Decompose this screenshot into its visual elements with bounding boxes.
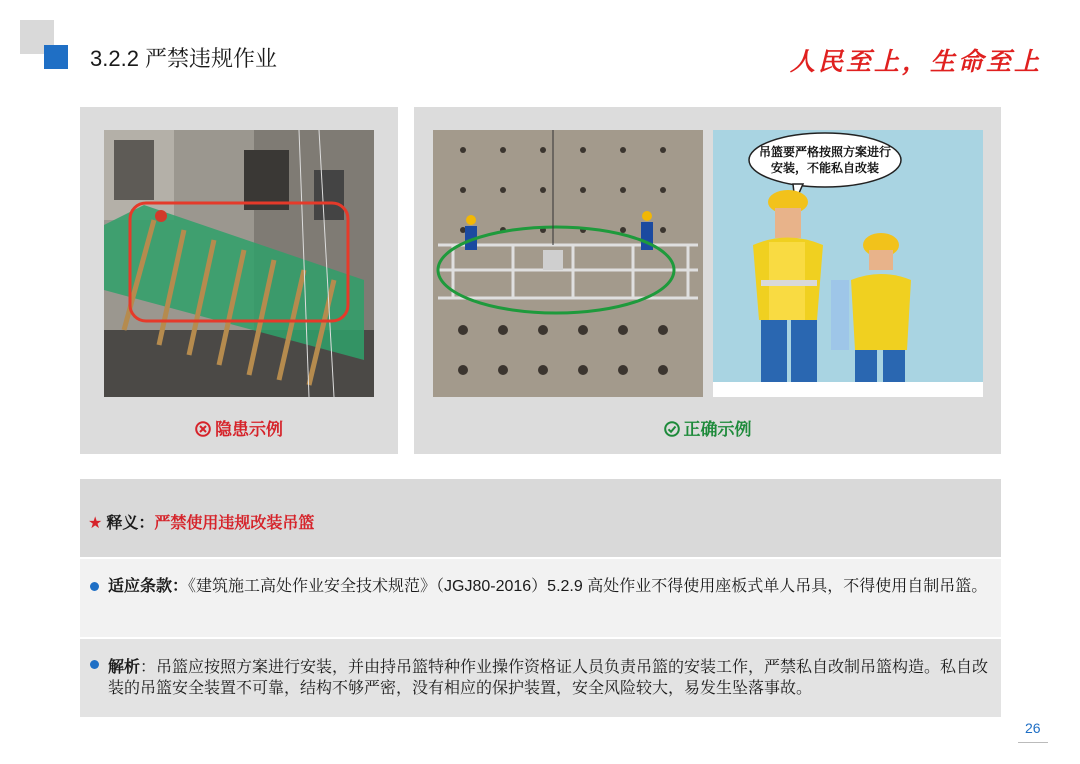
x-circle-icon [195, 421, 211, 437]
speech-bubble [757, 144, 893, 176]
bubble-line-2: 安装，不能私自改装 [770, 161, 879, 175]
page-number-underline [1018, 742, 1048, 743]
analysis-paragraph [108, 657, 993, 699]
definition-label: 释义： [106, 515, 155, 532]
correct-photo [433, 130, 703, 397]
check-circle-icon [664, 421, 680, 437]
clause-paragraph [108, 576, 993, 597]
clause-band [80, 559, 1001, 637]
correct-caption [414, 415, 1001, 440]
hazard-example-panel [80, 107, 398, 454]
clause-text: 《建筑施工高处作业安全技术规范》（JGJ80-2016）5.2.9 高处作业不得使用座板式单人吊具，不得使用自制吊篮。 [188, 578, 988, 595]
analysis-text: ：吊篮应按照方案进行安装，并由持吊篮特种作业操作资格证人员负责吊篮的安装工作，严禁私自改制吊篮构造。私自改装的吊篮安全装置不可靠，结构不够严密，没有相应的保护装置，安全风险较大，易发生坠落事故。 [108, 659, 989, 697]
bullet-icon [90, 582, 99, 591]
analysis-label: 解析 [108, 659, 141, 676]
cartoon-illustration [713, 130, 983, 397]
bubble-line-1: 吊篮要严格按照方案进行 [758, 145, 891, 159]
decor-square-blue [44, 45, 68, 69]
star-icon: ★ [88, 515, 103, 532]
clause-label: 适应条款： [108, 578, 189, 595]
page-title: 3.2.2 严禁违规作业 [90, 46, 278, 71]
correct-caption-text: 正确示例 [683, 420, 752, 439]
hazard-caption [80, 415, 398, 440]
analysis-band [80, 639, 1001, 717]
definition-band [80, 479, 1001, 557]
hazard-photo [104, 130, 374, 397]
page-number: 26 [1025, 720, 1041, 736]
slogan: 人民至上，生命至上 [789, 47, 1042, 76]
definition-text: 严禁使用违规改装吊篮 [154, 515, 315, 532]
hazard-caption-text: 隐患示例 [215, 420, 283, 439]
bullet-icon [90, 660, 99, 669]
definition-line [88, 510, 314, 533]
correct-example-panel [414, 107, 1001, 454]
